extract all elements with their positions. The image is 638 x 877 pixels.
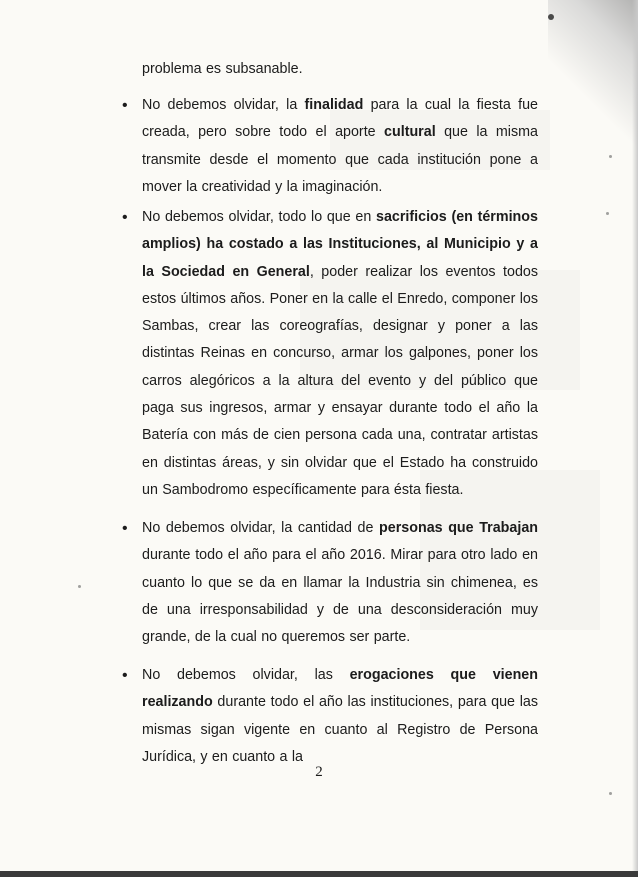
bullet-4-text: No debemos olvidar, las erogaciones que vienen realizando durante todo el año las instituciones, para que las mismas sigan vigente en cuanto al Registro de Persona Jurídica, y en cuanto a la xyxy=(142,667,538,765)
bullet-dot: • xyxy=(122,209,128,226)
intro-line xyxy=(142,56,542,83)
bullet-1-text: No debemos olvidar, la finalidad para la cual la fiesta fue creada, pero sobre todo el aporte cultural que la misma transmite desde el momento que cada institución pone a mover la creatividad y la imaginación. xyxy=(142,97,538,195)
bullet-dot: • xyxy=(122,667,128,684)
bullet-3-text: No debemos olvidar, la cantidad de personas que Trabajan durante todo el año para el año 2016. Mirar para otro lado en cuanto lo que se da en llamar la Industria sin chimenea, es de una irresponsabilidad y de una desconsideración muy grande, de la cual no queremos ser parte. xyxy=(142,520,538,646)
scan-speck xyxy=(609,155,612,158)
scan-speck xyxy=(609,792,612,795)
bullet-2-text: No debemos olvidar, todo lo que en sacrificios (en términos amplios) ha costado a las Instituciones, al Municipio y a la Sociedad en General, poder realizar los eventos todos estos últimos años. Poner en la calle el Enredo, componer los Sambas, crear las coreografías, designar y poner a las distintas Reinas en concurso, armar los galpones, poner los carros alegóricos a la altura del evento y del público que paga sus ingresos, armar y ensayar durante todo el año la Batería con más de cien persona cada una, contratar artistas en distintas áreas, y sin olvidar que el Estado ha construido un Sambodromo específicamente para ésta fiesta. xyxy=(142,209,538,498)
page-corner-fold xyxy=(548,0,638,160)
bullet-2 xyxy=(142,204,538,504)
bullet-1 xyxy=(142,92,538,201)
scan-bottom-edge xyxy=(0,871,638,877)
page-edge-shadow xyxy=(632,0,638,877)
bullet-4 xyxy=(142,662,538,771)
scan-speck xyxy=(606,212,609,215)
bullet-3 xyxy=(142,515,538,651)
bullet-dot: • xyxy=(122,520,128,537)
intro-line-text: problema es subsanable. xyxy=(142,61,303,77)
page-number: 2 xyxy=(315,764,323,780)
scan-speck xyxy=(548,14,554,20)
scan-speck xyxy=(78,585,81,588)
bullet-dot: • xyxy=(122,97,128,114)
